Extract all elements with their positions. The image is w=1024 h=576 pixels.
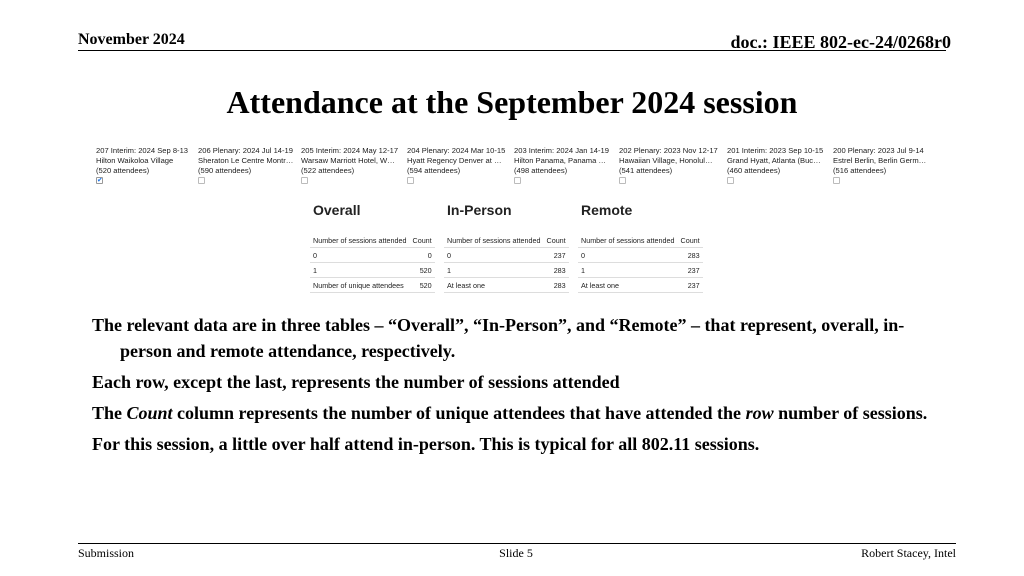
body-paragraph: The relevant data are in three tables – “Overall”, “In-Person”, and “Remote” – that represent, overall, in-person and remote attendance, respectively. xyxy=(92,315,905,361)
session-attendees: (516 attendees) xyxy=(833,166,887,175)
table-row xyxy=(310,263,435,278)
session-venue: Estrel Berlin, Berlin Germ… xyxy=(833,156,927,165)
session-option[interactable] xyxy=(407,146,507,184)
session-name: 202 Plenary: 2023 Nov 12-17 xyxy=(619,146,718,155)
overall-table-title: Overall xyxy=(313,202,361,218)
body-paragraph xyxy=(92,400,952,426)
column-header: Count xyxy=(678,234,703,248)
session-option[interactable] xyxy=(96,146,196,184)
table-cell: 0 xyxy=(310,248,410,263)
table-cell: 0 xyxy=(578,248,678,263)
text-run: The xyxy=(92,403,127,423)
column-header: Count xyxy=(410,234,435,248)
remote-table xyxy=(578,202,703,293)
table-cell: 1 xyxy=(578,263,678,278)
session-checkbox[interactable] xyxy=(514,177,521,184)
table-row xyxy=(310,248,435,263)
column-header: Number of sessions attended xyxy=(578,234,678,248)
header-date: November 2024 xyxy=(78,31,185,48)
session-checkbox[interactable]: ✔ xyxy=(97,177,103,184)
text-run: number of sessions. xyxy=(773,403,928,423)
body-paragraph: For this session, a little over half attend in-person. This is typical for all 802.11 sessions. xyxy=(92,434,760,454)
session-checkbox[interactable] xyxy=(619,177,626,184)
session-name: 201 Interim: 2023 Sep 10-15 xyxy=(727,146,824,155)
emphasis-count: Count xyxy=(126,403,173,423)
table-cell: 237 xyxy=(678,278,703,293)
session-name: 200 Plenary: 2023 Jul 9-14 xyxy=(833,146,924,155)
session-attendees: (520 attendees) xyxy=(96,166,150,175)
table-cell: 0 xyxy=(410,248,435,263)
table-cell: 283 xyxy=(544,278,569,293)
session-venue: Grand Hyatt, Atlanta (Buc… xyxy=(727,156,821,165)
text-run: column represents the number of unique attendees that have attended the xyxy=(172,403,746,423)
body-paragraph: Each row, except the last, represents the number of sessions attended xyxy=(92,372,620,392)
table-cell: At least one xyxy=(578,278,678,293)
in-person-table xyxy=(444,202,569,293)
column-header: Number of sessions attended xyxy=(444,234,544,248)
remote-table-title: Remote xyxy=(581,202,633,218)
session-option[interactable] xyxy=(833,146,933,184)
session-option[interactable] xyxy=(198,146,298,184)
column-header: Count xyxy=(544,234,569,248)
table-cell: 1 xyxy=(310,263,410,278)
session-checkbox[interactable] xyxy=(198,177,205,184)
session-checkbox[interactable] xyxy=(727,177,734,184)
session-venue: Hilton Panama, Panama … xyxy=(514,156,607,165)
table-cell: 0 xyxy=(444,248,544,263)
column-header: Number of sessions attended xyxy=(310,234,410,248)
session-attendees: (590 attendees) xyxy=(198,166,252,175)
session-option[interactable] xyxy=(514,146,614,184)
in-person-table-title: In-Person xyxy=(447,202,512,218)
session-venue: Sheraton Le Centre Montr… xyxy=(198,156,294,165)
session-attendees: (594 attendees) xyxy=(407,166,461,175)
session-selector xyxy=(96,146,946,190)
table-cell: 520 xyxy=(410,263,435,278)
table-row xyxy=(444,248,569,263)
session-name: 205 Interim: 2024 May 12-17 xyxy=(301,146,399,155)
session-checkbox[interactable] xyxy=(833,177,840,184)
session-venue: Warsaw Marriott Hotel, W… xyxy=(301,156,395,165)
table-row xyxy=(578,248,703,263)
session-checkbox[interactable] xyxy=(301,177,308,184)
table-cell: Number of unique attendees xyxy=(310,278,410,293)
table-cell: 237 xyxy=(544,248,569,263)
slide-number: Slide 5 xyxy=(499,546,533,560)
session-venue: Hyatt Regency Denver at … xyxy=(407,156,502,165)
table-row xyxy=(310,278,435,293)
table-cell: 283 xyxy=(544,263,569,278)
session-option[interactable] xyxy=(619,146,719,184)
footer-author: Robert Stacey, Intel xyxy=(861,546,956,560)
overall-table xyxy=(310,202,435,293)
table-cell: 1 xyxy=(444,263,544,278)
table-row xyxy=(578,278,703,293)
session-venue: Hawaiian Village, Honolul… xyxy=(619,156,713,165)
session-attendees: (522 attendees) xyxy=(301,166,355,175)
emphasis-row: row xyxy=(745,403,774,423)
table-cell: At least one xyxy=(444,278,544,293)
session-attendees: (460 attendees) xyxy=(727,166,781,175)
header-doc-id: doc.: IEEE 802-ec-24/0268r0 xyxy=(730,32,951,52)
table-cell: 520 xyxy=(410,278,435,293)
header-divider xyxy=(78,50,946,51)
session-checkbox[interactable] xyxy=(407,177,414,184)
session-option[interactable] xyxy=(301,146,401,184)
session-name: 206 Plenary: 2024 Jul 14-19 xyxy=(198,146,293,155)
session-attendees: (498 attendees) xyxy=(514,166,568,175)
table-cell: 283 xyxy=(678,248,703,263)
session-venue: Hilton Waikoloa Village xyxy=(96,156,174,165)
session-name: 203 Interim: 2024 Jan 14-19 xyxy=(514,146,609,155)
footer-left: Submission xyxy=(78,546,135,560)
session-attendees: (541 attendees) xyxy=(619,166,673,175)
footer-divider xyxy=(78,543,956,544)
table-row xyxy=(444,263,569,278)
table-cell: 237 xyxy=(678,263,703,278)
session-name: 207 Interim: 2024 Sep 8-13 xyxy=(96,146,189,155)
session-name: 204 Plenary: 2024 Mar 10-15 xyxy=(407,146,506,155)
session-option[interactable] xyxy=(727,146,827,184)
slide-title: Attendance at the September 2024 session xyxy=(226,84,798,120)
table-row xyxy=(578,263,703,278)
slide-body xyxy=(92,312,952,457)
table-row xyxy=(444,278,569,293)
